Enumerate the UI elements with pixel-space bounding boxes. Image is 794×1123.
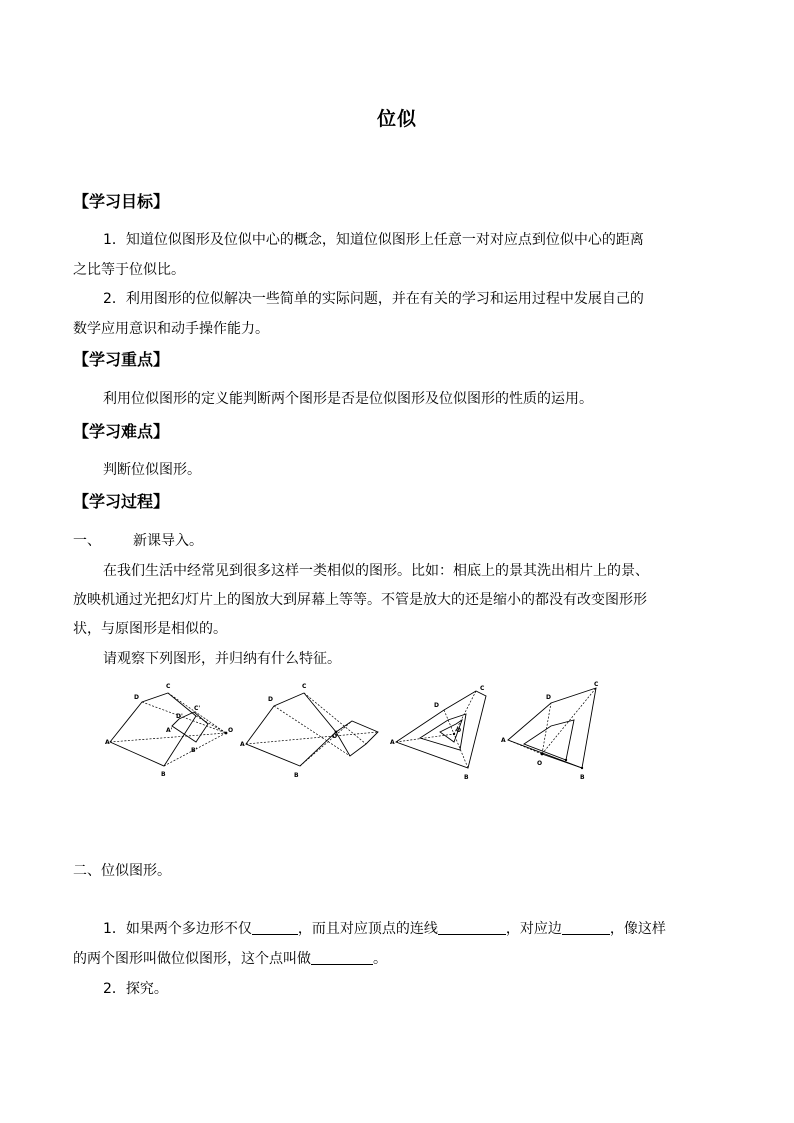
fig4-label: C — [594, 681, 599, 688]
question-1-line-1 — [73, 914, 723, 944]
fig1-outer-polygon — [110, 693, 196, 766]
fig1-label: C' — [194, 705, 201, 712]
fig3-label: B — [464, 774, 469, 781]
fig1-label: A — [105, 739, 110, 746]
fig2-label: B — [294, 772, 299, 779]
fig1-label: D — [134, 694, 139, 701]
fig4-label: B — [580, 774, 585, 781]
fig1-label: C — [166, 683, 171, 690]
fig4-outer-polygon — [508, 688, 596, 768]
fig1-label: O — [228, 727, 234, 734]
fig1-label: B — [161, 771, 166, 778]
objective-2-line-1: 2．利用图形的位似解决一些简单的实际问题，并在有关的学习和运用过程中发展自己的 — [103, 291, 644, 307]
fig2-label: D — [268, 696, 273, 703]
figure-4 — [501, 681, 599, 781]
part-1-heading — [73, 526, 723, 556]
fig1-label: D' — [176, 713, 183, 720]
objective-1-line-1: 1．知道位似图形及位似中心的概念，知道位似图形上任意一对对应点到位似中心的距离 — [103, 232, 644, 248]
fig4-inner-polygon — [524, 720, 574, 760]
answer-blank-2[interactable] — [438, 920, 506, 935]
fig3-label: D — [434, 702, 439, 709]
process-heading: 【学习过程】 — [73, 492, 170, 511]
q1-text-a: 1．如果两个多边形不仅 — [103, 921, 252, 937]
fig4-label: O — [537, 760, 543, 767]
part-1-line-1: 在我们生活中经常见到很多这样一类相似的图形。比如：相底上的景其洗出相片上的景、 — [103, 563, 649, 579]
difficulties-heading: 【学习难点】 — [73, 422, 170, 441]
fig2-label: A — [240, 741, 245, 748]
answer-blank-1[interactable] — [252, 920, 298, 935]
part-1-number: 一、 — [73, 533, 101, 549]
question-1-line-2 — [73, 944, 723, 974]
q1-text-f: 。 — [373, 951, 387, 967]
fig1-label: B' — [191, 747, 198, 754]
part-2-title: 二、位似图形。 — [73, 863, 171, 879]
part-1-title: 新课导入。 — [133, 533, 203, 549]
page-title: 位似 — [376, 108, 417, 130]
fig1-label: A' — [166, 727, 173, 734]
q1-text-e: 的两个图形叫做位似图形，这个点叫做 — [73, 951, 311, 967]
figure-2 — [240, 683, 378, 779]
q1-text-b: ，而且对应顶点的连线 — [297, 921, 438, 937]
fig3-label: A — [390, 739, 395, 746]
fig2-right-polygon — [336, 721, 378, 756]
q1-text-c: ，对应边 — [505, 921, 562, 937]
answer-blank-4[interactable] — [311, 950, 373, 965]
figure-3 — [390, 685, 486, 781]
fig2-label: C — [302, 683, 307, 690]
part-1-prompt: 请观察下列图形，并归纳有什么特征。 — [103, 651, 341, 667]
key-points-heading: 【学习重点】 — [73, 350, 170, 369]
fig4-label: A — [501, 737, 506, 744]
answer-blank-3[interactable] — [562, 920, 610, 935]
key-points-text: 利用位似图形的定义能判断两个图形是否是位似图形及位似图形的性质的运用。 — [103, 391, 593, 407]
fig2-left-polygon — [246, 693, 336, 766]
objectives-heading: 【学习目标】 — [73, 192, 170, 211]
homothety-figures — [104, 676, 624, 790]
fig2-label: O — [332, 733, 338, 740]
fig4-label: D — [546, 694, 551, 701]
question-2: 2．探究。 — [103, 981, 168, 997]
part-1-line-2: 放映机通过光把幻灯片上的图放大到屏幕上等等。不管是放大的还是缩小的都没有改变图形形 — [73, 592, 647, 608]
objective-1-line-2: 之比等于位似比。 — [73, 262, 185, 278]
part-1-line-3: 状，与原图形是相似的。 — [73, 621, 227, 637]
fig3-outer-polygon — [396, 691, 486, 768]
objective-2-line-2: 数学应用意识和动手操作能力。 — [73, 321, 269, 337]
q1-text-d: ，像这样 — [609, 921, 666, 937]
fig3-label: C — [480, 685, 485, 692]
difficulties-text: 判断位似图形。 — [103, 462, 201, 478]
figures-svg — [104, 676, 624, 790]
fig3-label: O — [456, 727, 462, 734]
figure-1 — [105, 683, 233, 778]
